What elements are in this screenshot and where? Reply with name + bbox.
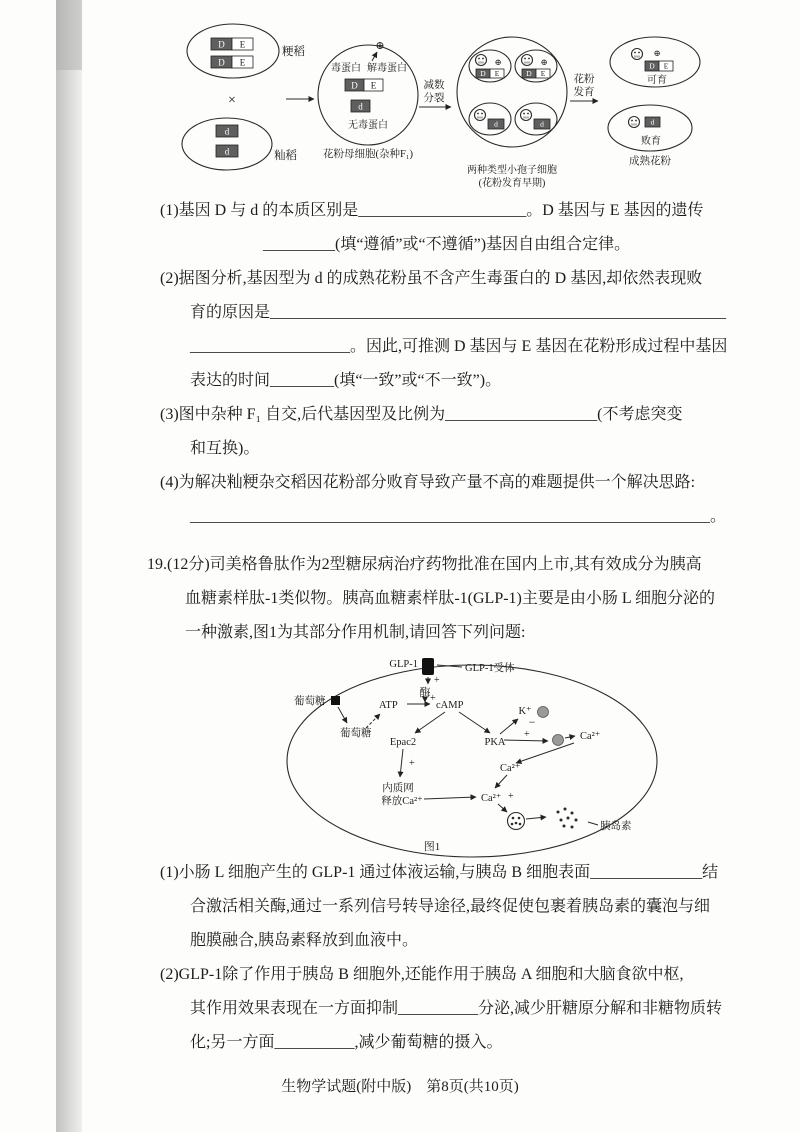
spore-cell-icon [521, 110, 532, 121]
glp1-receptor-icon [422, 658, 434, 675]
er-ca-arrow [424, 797, 476, 799]
mature-pollen-label: 成熟花粉 [629, 156, 671, 167]
question-line: 育的原因是_________________________________________________________ [190, 304, 727, 321]
gene-label: E [239, 57, 246, 68]
camp-pka-arrow [459, 712, 490, 733]
microspore-caption: 两种类型小孢子细胞 [467, 165, 557, 176]
epac2-er-arrow [400, 749, 403, 777]
plus-sign: + [434, 675, 440, 686]
gene-label: d [224, 126, 230, 137]
gene-label: D [526, 69, 532, 78]
meiosis-label: 减数 [423, 80, 445, 91]
question-line: (4)为解决籼粳杂交稻因花粉部分败育导致产量不高的难题提供一个解决思路: [160, 474, 696, 491]
gene-label: E [494, 69, 500, 78]
er-label: 内质网 [382, 783, 414, 794]
spore-cell-icon [475, 110, 486, 121]
toxin-arrow [372, 52, 377, 61]
spore-cell-icon [476, 55, 487, 66]
microspore-caption2: (花粉发育早期) [478, 178, 546, 189]
glucose-outside-label: 葡萄糖 [294, 696, 326, 707]
question-18-block [160, 194, 760, 534]
indica-label: 籼稻 [274, 150, 297, 162]
question-line: (2)GLP-1除了作用于胰岛 B 细胞外,还能作用于胰岛 A 细胞和大脑食欲中枢, [160, 966, 684, 983]
pollen-dev-label: 发育 [573, 87, 595, 98]
k-channel-icon [538, 707, 549, 718]
microspore-DE-cell [515, 50, 557, 82]
japonica-cell [187, 24, 279, 78]
gene-label: d [650, 117, 655, 127]
calcium-outer-label: Ca²⁺ [580, 731, 601, 742]
page-footer: 生物学试题(附中版) 第8页(共10页) [281, 1079, 519, 1095]
question-line: 合激活相关酶,通过一系列信号转导途径,最终促使包裹着胰岛素的囊泡与细 [190, 898, 711, 915]
gene-label: d [540, 119, 544, 129]
gene-label: E [663, 61, 669, 71]
insulin-vesicle-icon [508, 813, 525, 830]
oplus-icon: ⊕ [653, 48, 661, 58]
gene-label: E [370, 80, 377, 91]
pollen-mother-label: 花粉母细胞(杂种F₁) [323, 149, 413, 160]
gene-label: D [351, 80, 358, 91]
insulin-label: 胰岛素 [600, 821, 632, 832]
gene-label: d [224, 146, 230, 157]
question-19-stem [147, 548, 767, 650]
microspore-d-cell [469, 103, 511, 135]
question-line: 表达的时间________(填“一致”或“不一致”)。 [190, 372, 502, 389]
question-line: 胞膜融合,胰岛素释放到血液中。 [190, 932, 419, 949]
ca-vesicle-arrow [498, 804, 507, 812]
fertile-label: 可育 [647, 75, 667, 86]
potassium-label: K⁺ [518, 706, 532, 717]
question-line: 血糖素样肽-1类似物。胰高血糖素样肽-1(GLP-1)主要是由小肠 L 细胞分泌的 [185, 590, 716, 607]
ca-down-arrow [495, 775, 507, 788]
gene-label: E [239, 39, 246, 50]
question-line: 化;另一方面__________,减少葡萄糖的摄入。 [190, 1034, 503, 1051]
spore-cell-icon [629, 117, 640, 128]
question-line: 19.(12分)司美格鲁肽作为2型糖尿病治疗药物批准在国内上市,其有效成分为胰高 [147, 556, 702, 573]
scan-shadow [56, 0, 82, 1132]
ca-channel-arrow [565, 736, 575, 738]
plus-sign: + [524, 729, 530, 740]
question-line: (3)图中杂种 F₁ 自交,后代基因型及比例为___________________(不考虑突变 [160, 406, 683, 423]
question-line: (1)基因 D 与 d 的本质区别是_____________________。D 基因与 E 基因的遗传 [160, 202, 704, 219]
question-line: _________(填“遵循”或“不遵循”)基因自由组合定律。 [263, 236, 631, 253]
spore-cell-icon [522, 55, 533, 66]
glp1-label: GLP-1 [389, 659, 418, 670]
question-line: _________________________________________________________________。 [190, 508, 726, 525]
gene-label: D [218, 39, 225, 50]
gene-label: D [480, 69, 486, 78]
insulin-pointer-line [588, 822, 598, 825]
oplus-icon: ⊕ [375, 40, 385, 52]
camp-epac2-arrow [415, 712, 445, 733]
plus-sign: + [409, 758, 415, 769]
no-toxin-label: 无毒蛋白 [348, 120, 388, 131]
pka-label: PKA [484, 737, 506, 748]
glucose-atp-arrow [366, 714, 380, 728]
gene-label: E [540, 69, 546, 78]
gene-label: d [358, 101, 363, 112]
question-line: (2)据图分析,基因型为 d 的成熟花粉虽不含产生毒蛋白的 D 基因,却依然表现败 [160, 270, 703, 287]
epac2-label: Epac2 [389, 737, 417, 748]
exocytosis-arrow [526, 817, 546, 819]
enzyme-label: 酶 [419, 687, 431, 699]
gene-label: D [218, 57, 225, 68]
atp-label: ATP [379, 700, 398, 711]
plus-sign: + [430, 693, 436, 704]
japonica-label: 粳稻 [282, 46, 305, 58]
sterile-label: 败育 [641, 136, 661, 147]
plus-sign: + [508, 791, 514, 802]
question-line: ____________________。因此,可推测 D 基因与 E 基因在花粉形成过程中基因 [190, 338, 728, 355]
minus-sign: − [528, 715, 536, 729]
spore-cell-icon [632, 49, 643, 60]
er-release-label: 释放Ca²⁺ [381, 796, 423, 807]
pollen-dev-label: 花粉 [573, 74, 595, 85]
question-line: (1)小肠 L 细胞产生的 GLP-1 通过体液运输,与胰岛 B 细胞表面______________结 [160, 864, 719, 881]
question-line: 和互换)。 [190, 440, 260, 457]
ca-influx-arrow [516, 743, 574, 763]
camp-label: cAMP [436, 700, 464, 711]
cross-symbol: × [228, 93, 236, 108]
calcium-inner-label2: Ca²⁺ [481, 793, 502, 804]
pka-ca-arrow [504, 740, 548, 741]
gene-label: d [494, 119, 498, 129]
question-line: 其作用效果表现在一方面抑制__________分泌,减少肝糖原分解和非糖物质转 [190, 1000, 723, 1017]
gene-label: D [649, 61, 655, 71]
microspore-DE-cell [469, 50, 511, 82]
meiosis-label: 分裂 [423, 93, 445, 104]
glucose-transporter-icon [331, 696, 340, 705]
question-line: 一种激素,图1为其部分作用机制,请回答下列问题: [185, 624, 526, 641]
oplus-icon: ⊕ [494, 57, 502, 67]
antitoxin-label: 解毒蛋白 [367, 63, 407, 74]
calcium-inner-label: Ca²⁺ [500, 763, 521, 774]
genetics-diagram [168, 16, 713, 194]
glucose-entry-arrow [338, 707, 347, 723]
glucose-inside-label: 葡萄糖 [340, 728, 372, 739]
pka-k-arrow [500, 719, 518, 734]
toxin-label: 毒蛋白 [331, 63, 361, 74]
oplus-icon: ⊕ [540, 57, 548, 67]
glp1-receptor-label: GLP-1受体 [465, 663, 515, 674]
ca-channel-icon [553, 735, 564, 746]
glp1-mechanism-diagram [252, 646, 682, 861]
scan-shadow-corner [56, 0, 82, 70]
insulin-granules-icon [557, 808, 578, 829]
microspore-d-cell [515, 103, 557, 135]
question-19-parts [160, 856, 760, 1060]
figure-caption: 图1 [423, 841, 441, 853]
